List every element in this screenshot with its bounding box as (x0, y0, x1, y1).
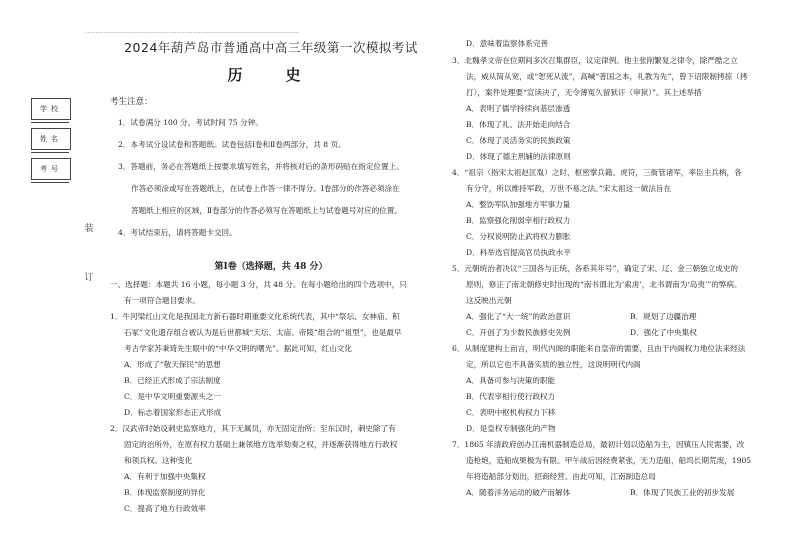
section-instruction-line-2: 有一项符合题目要求。 (124, 296, 200, 305)
note-item-4: 4．考试结束后，请将答题卡交回。 (118, 228, 237, 237)
q5-option-d: D．强化了中央集权 (630, 328, 697, 337)
q2-stem-line-1: 2．汉武帝时始设刺史监察地方，其下无属员，亦无固定治所；至东汉时，刺史除了有 (110, 424, 396, 433)
q6-stem-line-2: 定，所以它也不具备实质的独立性，这说明明代内阁 (466, 360, 641, 369)
q6-option-a: A．具备可参与决策的职能 (466, 376, 556, 385)
q2-option-d: D．意味着监察体系完善 (466, 39, 549, 48)
q2-option-b: B．体现监察制度的异化 (124, 488, 206, 497)
q1-option-a: A．形成了“敬天保民”的思想 (124, 360, 221, 369)
q2-stem-line-2: 固定的治所外，在原有权力基础上兼领地方选举劾奏之权，并逐渐获得地方行政权 (124, 440, 398, 449)
seal-word-ding: 订 (84, 273, 94, 283)
exam-title: 2024年葫芦岛市普通高中高三年级第一次模拟考试 (124, 40, 418, 55)
name-label: 姓名 (31, 128, 71, 150)
note-item-1: 1．试卷满分 100 分，考试时间 75 分钟。 (118, 118, 263, 127)
q6-stem-line-1: 6．从制度建构上而言，明代内阁的职能来自皇帝的需要，且由于内阁权力地位法来经法 (452, 344, 746, 353)
q1-option-d: D．标志着国家形态正式形成 (124, 408, 222, 417)
q1-stem-line-2: 石冢”文化遗存组合被认为是后世都城“天坛、太庙、帝陵”组合的“祖型”，也是最早 (124, 328, 402, 337)
q4-option-a: A．整饬军队加强地方军事力量 (466, 200, 571, 209)
q6-option-d: D．是皇权专制强化的产物 (466, 424, 556, 433)
q1-option-b: B．已经正式形成了宗法制度 (124, 376, 221, 385)
q3-option-d: D．体现了德主刑辅的法律原则 (466, 152, 571, 161)
q7-stem-line-1: 7．1865 年清政府创办江南机器制造总局，最初计划以造船为主，因镇压人民需要，改 (452, 440, 745, 449)
q3-option-b: B．体现了礼、法开始走向结合 (466, 120, 571, 129)
q5-option-a: A．强化了“大一统”的政治意识 (466, 312, 571, 321)
q7-option-b: B．体现了民族工业的初步发展 (630, 488, 735, 497)
q3-option-c: C．体现了灵活务实的民族政策 (466, 136, 571, 145)
q2-option-a: A．有利于加强中央集权 (124, 472, 206, 481)
q3-stem-line-1: 3．北魏孝文帝在位期间多次召集群臣，议定律例。他主张削繁复之律令，除严酷之立 (452, 56, 738, 65)
section-heading: 第Ⅰ卷（选择题，共 48 分） (214, 262, 328, 272)
q2-option-c: C．提高了地方行政效率 (124, 504, 206, 513)
seal-word-zhuang: 装 (84, 224, 94, 234)
q6-option-b: B．代表宰相行使行政权力 (466, 392, 556, 401)
q5-option-b: B．规划了边疆治理 (630, 312, 697, 321)
q7-stem-line-2: 造枪炮，造船成果极为有限。甲午战后因经费紧张，无力造船，船坞长期荒废，1905 (466, 456, 752, 465)
school-field-line (31, 122, 69, 123)
seal-line-dots: ······································································································································ (86, 30, 299, 36)
q5-stem-line-1: 5．元朝统治者决议“三国各与正统，各系其年号”，确定了宋、辽、金三朝独立成史的 (452, 264, 738, 273)
name-field-line (31, 152, 69, 153)
q3-option-a: A．表明了儒学持续向基层渗透 (466, 104, 571, 113)
note-item-3-cont-1: 作答必须涂或写在答题纸上，在试卷上作答一律不得分。Ⅰ卷部分的作答必须涂在 (131, 184, 400, 193)
exam-number-label: 考号 (31, 158, 71, 180)
q5-stem-line-3: 这反映出元朝 (466, 296, 512, 305)
q1-stem-line-1: 1．牛河梁红山文化是我国北方新石器时期重要文化系统代表，其中“祭坛、女神庙、积 (110, 312, 400, 321)
school-label: 学校 (31, 98, 71, 120)
q4-option-d: D．科举选官提高官员执政水平 (466, 248, 571, 257)
notes-heading: 考生注意： (110, 97, 153, 107)
q3-stem-line-2: 法，威从简从宽，或“恕死从流”，高喊“普国之本，礼教为先”，曾下诏限制拷掠（拷 (466, 72, 748, 81)
q4-option-b: B．监察强化削弱宰相行政权力 (466, 216, 571, 225)
q5-stem-line-2: 原则，修正了南北朝修史时出现的“南书谓北为‘索虏’，北书谓南为‘岛夷’”的弊病。 (466, 280, 742, 289)
q1-option-c: C．是中华文明重要源头之一 (124, 392, 221, 401)
exam-number-field-line (31, 182, 69, 183)
section-instruction-line-1: 一、选择题：本题共 16 小题，每小题 3 分，共 48 分。在每小题给出的四个选项中，只 (110, 280, 407, 289)
note-item-3: 3．答题前，务必在答题纸上按要求填写姓名，并将核对后的条形码贴在指定位置上。 (118, 162, 404, 171)
subject-title: 历 史 (227, 66, 315, 84)
q7-stem-line-3: 年将造船部分划出，招商经营。由此可知，江南制造总局 (466, 472, 656, 481)
q3-stem-line-3: 打），案件处理要“宣读决了，无令薄冤久留狱讦（审狱）”。其上述举措 (466, 88, 702, 97)
q6-option-c: C．表明中枢机构权力下移 (466, 408, 556, 417)
note-item-3-cont-2: 答题纸上相应的区域，Ⅱ卷部分的作答必须写在答题纸上与试卷题号对应的位置。 (131, 206, 402, 215)
q1-stem-line-3: 考古学家苏秉琦先生眼中的“中华文明的曙光”。据此可知，红山文化 (124, 344, 352, 353)
q4-option-c: C．分权说明防止武将权力膨胀 (466, 232, 571, 241)
q4-stem-line-2: 有分守，所以维持军政，万世不易之法。”宋太祖这一做法旨在 (466, 184, 672, 193)
q4-stem-line-1: 4．“祖宗（指宋太祖赵匡胤）之时，枢密掌兵籍、虎符，三衙管诸军，率臣主兵柄，各 (452, 168, 742, 177)
q5-option-c: C．开创了为少数民族修史先例 (466, 328, 571, 337)
q7-option-a: A．随着洋务运动的破产而解体 (466, 488, 571, 497)
q2-stem-line-3: 和领兵权。这种变化 (124, 456, 193, 465)
note-item-2: 2．本考试分设试卷和答题纸。试卷包括Ⅰ卷和Ⅱ卷两部分，共 8 页。 (118, 140, 346, 149)
